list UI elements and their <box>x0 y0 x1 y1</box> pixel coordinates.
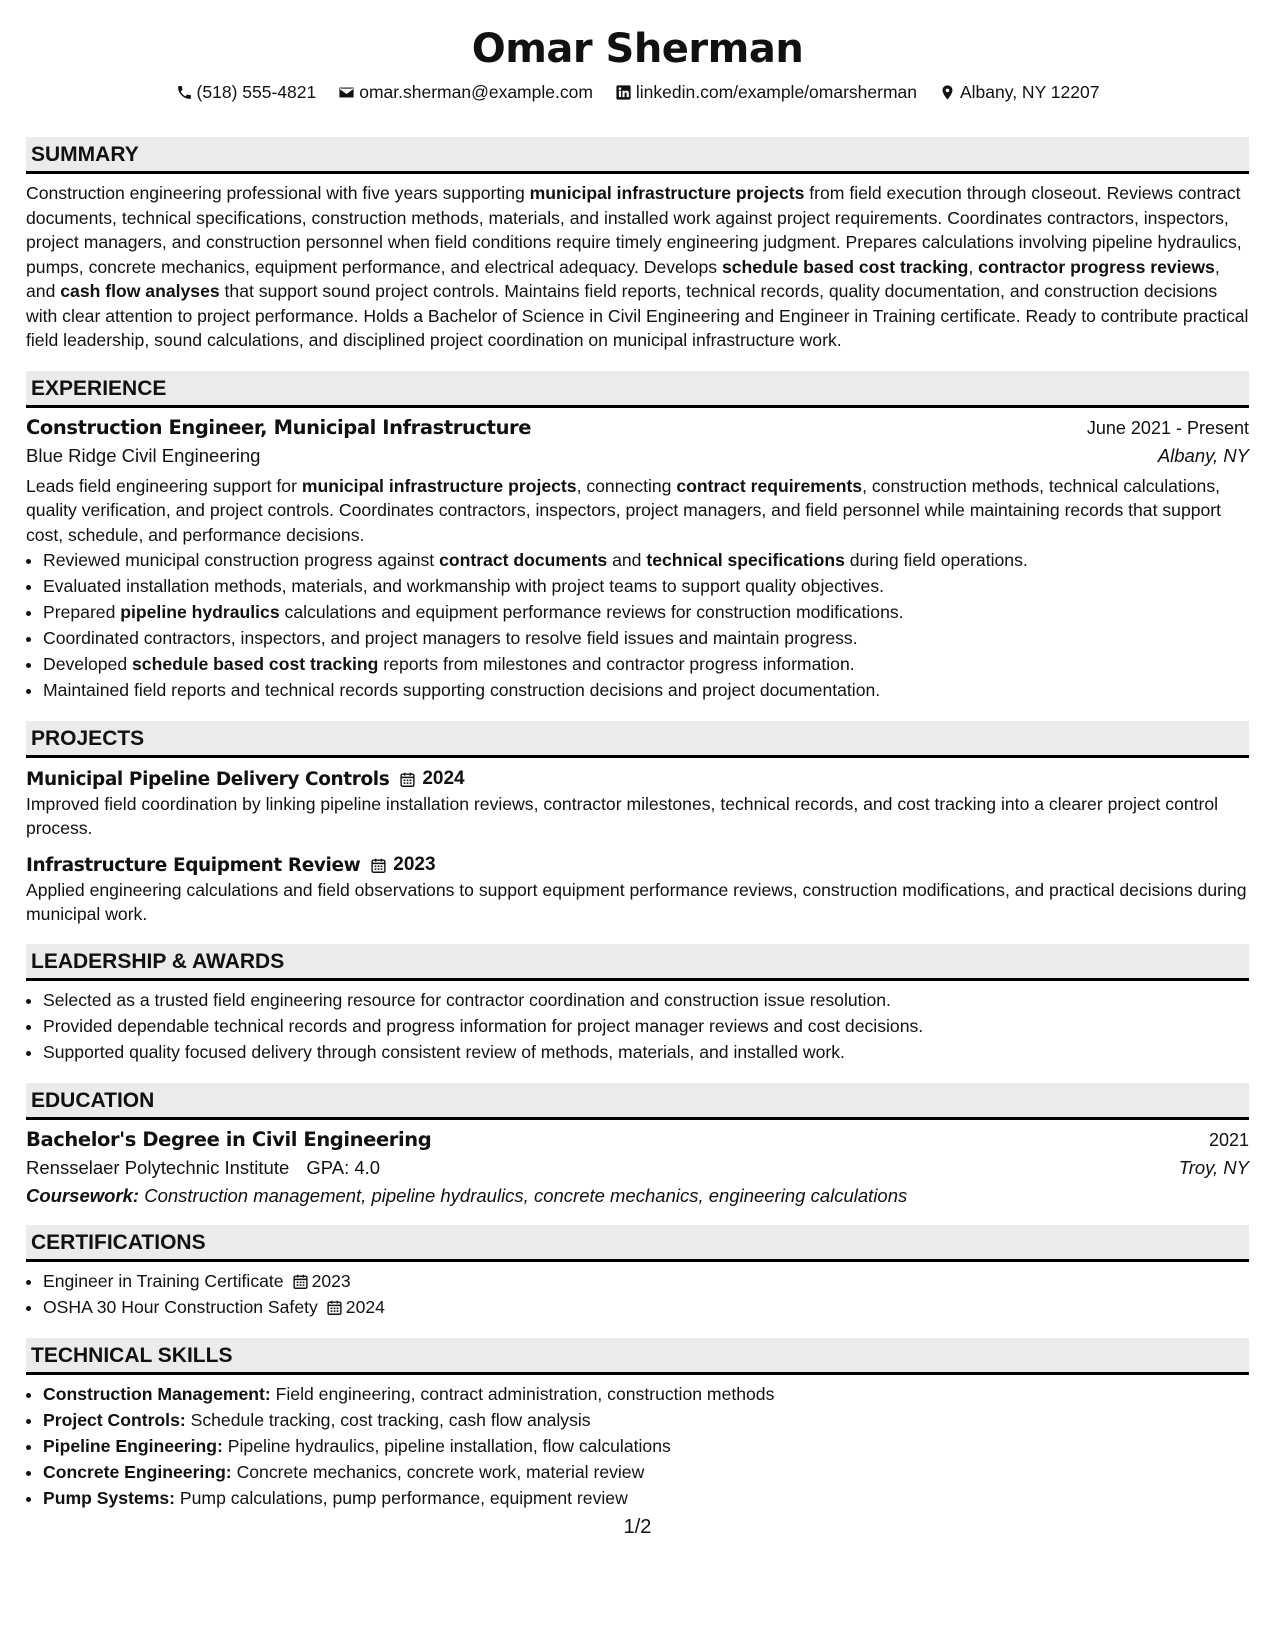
list-item: • Supported quality focused delivery through consistent review of methods, materials, and installed work. <box>43 1039 1249 1065</box>
school-name: Rensselaer Polytechnic Institute <box>26 1157 290 1178</box>
emphasis-text: pipeline hydraulics <box>120 602 280 622</box>
text-fragment: , and <box>26 256 1220 301</box>
skill-label: Project Controls: <box>43 1410 186 1430</box>
location-text: Albany, NY 12207 <box>960 82 1100 102</box>
skill-text: Field engineering, contract administration, construction methods <box>275 1384 775 1404</box>
skills-heading: TECHNICAL SKILLS <box>26 1338 1249 1375</box>
list-item: • Provided dependable technical records and progress information for project manager reviews and cost decisions. <box>43 1013 1249 1039</box>
text-fragment: that support sound project controls. Maintains field reports, technical records, quality documentation, and construction decisions with clear attention to project performance. Holds a Bachelor of Science in Civil Engineering and Engineer in Training certificate. Ready to contribute practical field leadership, sound calculations, and disciplined project coordination on municipal infrastructure work. <box>26 281 1249 350</box>
text-fragment: reports from milestones and contractor progress information. <box>378 654 855 674</box>
projects-heading: PROJECTS <box>26 721 1249 758</box>
text-fragment: Developed <box>43 654 133 674</box>
linkedin-text[interactable]: linkedin.com/example/omarsherman <box>635 82 917 102</box>
list-item <box>43 677 1249 703</box>
calendar-icon <box>326 1299 343 1316</box>
text-fragment: from field execution through closeout. Reviews contract documents, technical specifications, construction methods, materials, and installed work against project requirements. Coordinates contractors, inspectors, project managers, and construction personnel when field conditions require timely engineering judgment. Prepares calculations involving pipeline hydraulics, pumps, concrete mechanics, equipment performance, and electrical adequacy. Develops <box>26 183 1242 277</box>
cert-name: • OSHA 30 Hour Construction Safety <box>43 1297 318 1317</box>
list-item <box>43 1459 1249 1485</box>
list-item <box>43 625 1249 651</box>
phone-text: (518) 555-4821 <box>196 82 317 102</box>
project-title: Municipal Pipeline Delivery Controls <box>26 768 390 790</box>
emphasis-text: contractor progress reviews <box>978 256 1215 277</box>
skill-label: Construction Management: <box>43 1384 271 1404</box>
project-title: Infrastructure Equipment Review <box>26 854 361 876</box>
project-year: 2023 <box>393 854 436 875</box>
emphasis-text: municipal infrastructure projects <box>529 183 805 203</box>
emphasis-text: contract requirements <box>676 475 863 496</box>
list-item <box>43 1294 1249 1320</box>
phone-icon <box>176 84 193 101</box>
candidate-name: Omar Sherman <box>471 26 804 72</box>
skill-label: Pipeline Engineering: <box>43 1436 223 1456</box>
text-fragment: Leads field engineering support for <box>26 475 302 496</box>
list-item: • Selected as a trusted field engineering resource for contractor coordination and construction issue resolution. <box>43 987 1249 1013</box>
list-item <box>43 547 1249 573</box>
skill-text: Concrete mechanics, concrete work, material review <box>236 1462 645 1482</box>
cert-year: 2024 <box>345 1297 385 1317</box>
list-item <box>43 599 1249 625</box>
project-year: 2024 <box>422 768 465 789</box>
certifications-heading: CERTIFICATIONS <box>26 1225 1249 1262</box>
list-item <box>43 1433 1249 1459</box>
text-fragment: Prepared <box>43 602 121 622</box>
project-item <box>26 854 1249 926</box>
emphasis-text: cash flow analyses <box>60 281 220 301</box>
experience-heading: EXPERIENCE <box>26 371 1249 408</box>
leadership-heading: LEADERSHIP & AWARDS <box>26 944 1249 981</box>
leadership-bullets <box>26 987 1249 1065</box>
summary-text <box>26 181 1249 353</box>
text-fragment: , connecting <box>576 475 677 496</box>
list-item <box>43 573 1249 599</box>
emphasis-text: schedule based cost tracking <box>721 256 969 277</box>
job-title: Construction Engineer, Municipal Infrastructure <box>26 415 532 439</box>
job-location: Albany, NY <box>1157 444 1249 466</box>
coursework-text: Construction management, pipeline hydraulics, concrete mechanics, engineering calculations <box>144 1185 908 1206</box>
skill-label: Concrete Engineering: <box>43 1462 232 1482</box>
school-location: Troy, NY <box>1178 1157 1249 1178</box>
text-fragment: calculations and equipment performance reviews for construction modifications. <box>279 602 904 622</box>
calendar-icon <box>292 1273 309 1290</box>
skill-label: Pump Systems: <box>43 1488 175 1508</box>
list-item <box>43 1407 1249 1433</box>
project-description: Applied engineering calculations and field observations to support equipment performance reviews, construction modifications, and practical decisions during municipal work. <box>26 880 1247 924</box>
text-fragment: Evaluated installation methods, materials, and workmanship with project teams to support quality objectives. <box>43 576 885 596</box>
email-text[interactable]: omar.sherman@example.com <box>359 82 593 102</box>
text-fragment: during field operations. <box>844 550 1028 570</box>
calendar-icon <box>370 857 387 874</box>
envelope-icon <box>338 84 355 101</box>
contact-bar <box>26 82 1249 103</box>
emphasis-text: technical specifications <box>646 550 845 570</box>
text-fragment: Coordinated contractors, inspectors, and project managers to resolve field issues and maintain progress. <box>43 628 858 648</box>
contact-phone <box>176 82 317 103</box>
emphasis-text: schedule based cost tracking <box>132 654 379 674</box>
contact-linkedin[interactable] <box>615 82 917 103</box>
skill-text: Pipeline hydraulics, pipeline installation, flow calculations <box>227 1436 671 1456</box>
summary-heading: SUMMARY <box>26 137 1249 174</box>
company-name: Blue Ridge Civil Engineering <box>26 444 261 466</box>
linkedin-icon <box>615 84 632 101</box>
project-description: Improved field coordination by linking pipeline installation reviews, contractor milestones, technical records, and cost tracking into a clearer project control process. <box>26 794 1219 838</box>
skill-text: Pump calculations, pump performance, equipment review <box>179 1488 628 1508</box>
map-pin-icon <box>939 84 956 101</box>
list-item <box>43 1485 1249 1511</box>
degree-title: Bachelor's Degree in Civil Engineering <box>26 1128 432 1151</box>
list-item <box>43 651 1249 677</box>
gpa: GPA: 4.0 <box>306 1157 381 1178</box>
contact-email[interactable] <box>338 82 593 103</box>
job-bullets <box>26 547 1249 703</box>
coursework-label: Coursework: <box>26 1185 140 1206</box>
text-fragment: , <box>968 256 979 277</box>
list-item <box>43 1268 1249 1294</box>
text-fragment: Reviewed municipal construction progress against <box>43 550 440 570</box>
skills-list <box>26 1381 1249 1511</box>
graduation-year: 2021 <box>1208 1130 1249 1150</box>
calendar-icon <box>399 771 416 788</box>
certifications-list <box>26 1268 1249 1320</box>
skill-text: Schedule tracking, cost tracking, cash flow analysis <box>190 1410 591 1430</box>
list-item <box>43 1381 1249 1407</box>
coursework <box>26 1185 1249 1207</box>
text-fragment: and <box>607 550 647 570</box>
contact-location <box>939 82 1099 103</box>
cert-name: • Engineer in Training Certificate <box>43 1271 284 1291</box>
cert-year: 2023 <box>311 1271 351 1291</box>
job-summary <box>26 474 1249 548</box>
education-heading: EDUCATION <box>26 1083 1249 1120</box>
text-fragment: Maintained field reports and technical records supporting construction decisions and project documentation. <box>43 680 881 700</box>
project-item <box>26 768 1249 840</box>
job-dates: June 2021 - Present <box>1086 417 1249 438</box>
emphasis-text: municipal infrastructure projects <box>301 475 577 496</box>
emphasis-text: contract documents <box>439 550 608 570</box>
text-fragment: Construction engineering professional with five years supporting <box>26 183 530 203</box>
text-fragment: , construction methods, technical calculations, quality verification, and project controls. Coordinates contractors, inspectors, project managers, and field personnel while maintaining records that support cost, schedule, and performance decisions. <box>26 475 1222 545</box>
page-number: 1/2 <box>623 1516 652 1538</box>
